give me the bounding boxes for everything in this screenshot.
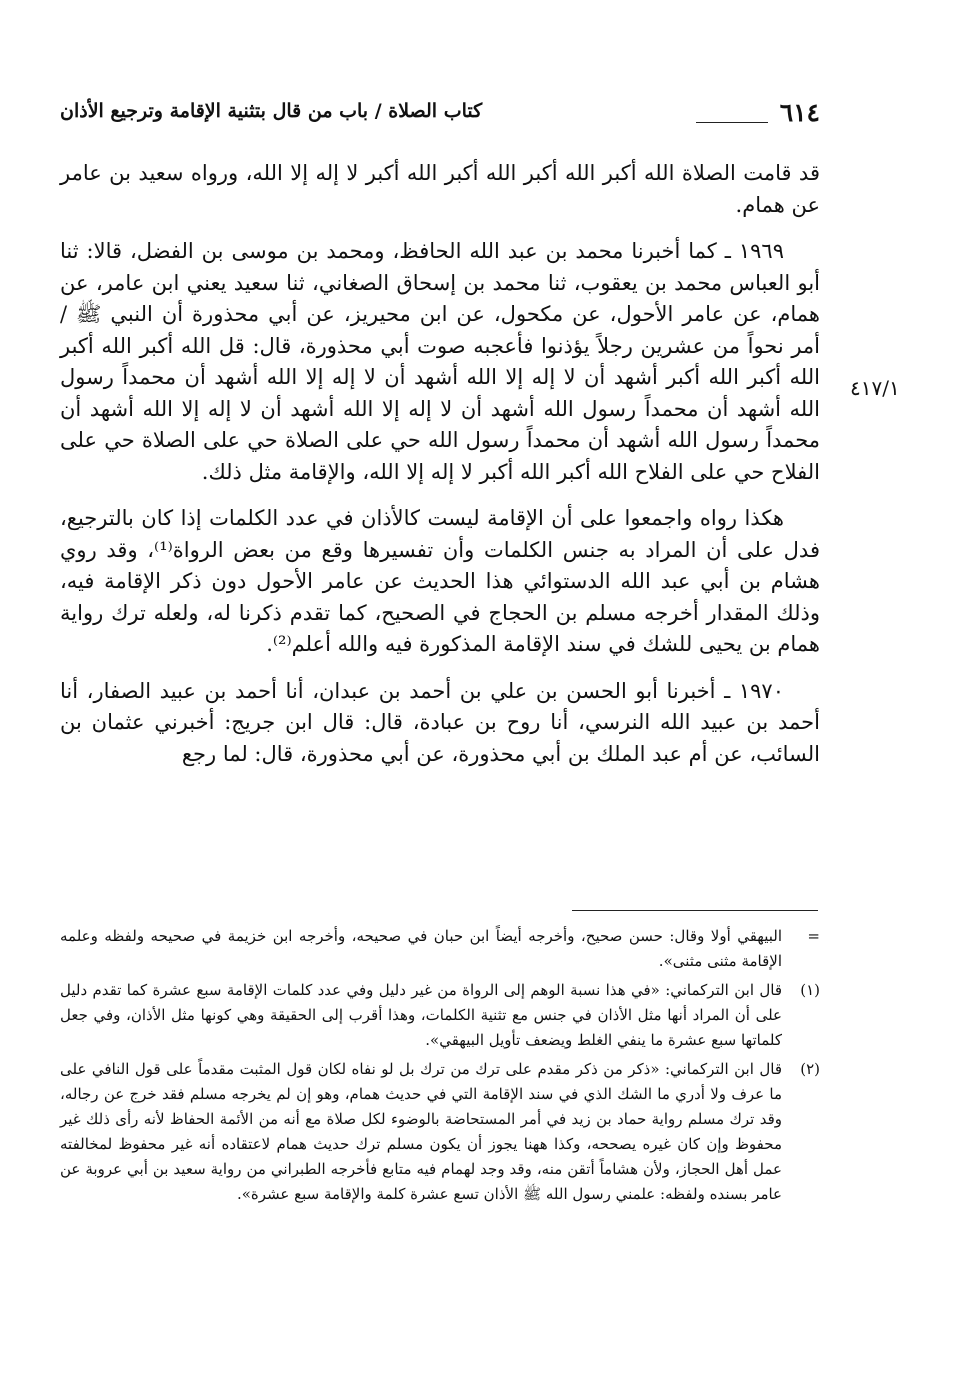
main-text xyxy=(60,158,820,785)
footnote-text: قال ابن التركماني: «في هذا نسبة الوهم إلى الرواة من غير دليل وفي عدد كلمات الإقامة سبع عشرة كما تقدم دليل على أن المراد أنها مثل الأذان في جنس مع تثنية الكلمات، وهذا أقرب إلى الحقيقة وهي كونها مثل الأذان، وفي جعل كلماتها سبع عشرة ما ينفي الغلط ويضعف تأويل البيهقي». xyxy=(60,981,782,1049)
paragraph-hadith-1970: ١٩٧٠ ـ أخبرنا أبو الحسن بن علي بن أحمد بن عبدان، أنا أحمد بن عبيد الصفار، أنا أحمد بن عبيد الله النرسي، أنا روح بن عبادة، قال: قال ابن جريج: أخبرني عثمان بن السائب، عن أم عبد الملك بن أبي محذورة، عن أبي محذورة، قال: لما رجع xyxy=(60,678,820,766)
footnote-text: البيهقي أولا وقال: حسن صحيح، وأخرجه أيضاً ابن حبان في صحيحه، وأخرجه ابن خزيمة في صحيحه ولفظه وعلمه الإقامة مثنى مثنى». xyxy=(60,927,782,970)
running-title: كتاب الصلاة / باب من قال بتثنية الإقامة وترجيع الأذان xyxy=(60,100,483,122)
paragraph-continuation: قد قامت الصلاة الله أكبر الله أكبر الله أكبر الله أكبر لا إله إلا الله، ورواه سعيد بن عامر عن همام. xyxy=(60,161,820,217)
footnote-1 xyxy=(60,978,820,1053)
paragraph-commentary: هكذا رواه واجمعوا على أن الإقامة ليست كالأذان في عدد الكلمات إذا كان بالترجيع، فدل على أن المراد به جنس الكلمات وأن تفسيرها وقع من بعض الرواة⁽¹⁾، وقد روي هشام بن أبي عبد الله الدستوائي هذا الحديث عن عامر الأحول دون ذكر الإقامة فيه، وذلك المقدار أخرجه مسلم بن الحجاج في الصحيح، كما تقدم ذكرنا له، ولعله ترك رواية همام بن يحيى للشك في سند الإقامة المذكورة فيه والله أعلم⁽²⁾. xyxy=(60,506,820,656)
footnotes xyxy=(60,924,820,1211)
margin-reference: ٤١٧/١ xyxy=(850,376,900,400)
page-number: ٦١٤ xyxy=(779,98,820,127)
footnote-continued xyxy=(60,924,820,974)
footnote-mark: = xyxy=(807,927,820,945)
footnote-text: قال ابن التركماني: «ذكر من ذكر مقدم على ترك من ترك بل لو نفاه لكان قول المثبت مقدماً على قول النافي على ما عرف ولا أدري ما الشك الذي في سند الإقامة التي في حديث همام، وهو إن لم يخرجه مسلم فقد خرج عن رجاله، وقد ترك مسلم رواية حماد بن زيد في أمر المستحاضة بالوضوء لكل صلاة مع أنه من الأئمة الحفاظ لأنه رأى ذلك غير محفوظ وإن كان غيره يصححه، وكذا ههنا يجوز أن يكون مسلم ترك حديث همام لاعتقاده أنه غير محفوظ لمخالفته عمل أهل الحجاز، ولأن هشاماً أتقن منه، وقد وجد لهمام فيه متابع فأخرجه الطبراني من رواية سعيد بن أبي عروبة عن عامر بسنده ولفظه: علمني رسول الله ﷺ الأذان تسع عشرة كلمة والإقامة سبع عشرة». xyxy=(60,1060,782,1203)
footnote-mark: (٢) xyxy=(800,1060,820,1078)
footnote-separator xyxy=(572,910,818,911)
paragraph-hadith-1969: ١٩٦٩ ـ كما أخبرنا محمد بن عبد الله الحافظ، ومحمد بن موسى بن الفضل، قالا: ثنا أبو العباس محمد بن يعقوب، ثنا محمد بن إسحاق الصغاني، ثنا سعيد يعني ابن عامر، عن همام، عن عامر الأحول، عن مكحول، عن ابن محيريز، عن أبي محذورة أن النبي ﷺ / أمر نحواً من عشرين رجلاً يؤذنوا فأعجبه صوت أبي محذورة، قال: قل الله أكبر الله أكبر الله أكبر الله أكبر أشهد أن لا إله إلا الله أشهد أن لا إله إلا الله أشهد أن محمداً رسول الله أشهد أن محمداً رسول الله أشهد أن لا إله إلا الله أشهد أن لا إله إلا الله أشهد أن محمداً رسول الله أشهد أن محمداً رسول الله حي على الصلاة حي على الصلاة حي على الفلاح حي على الفلاح الله أكبر الله أكبر لا إله إلا الله، والإقامة مثل ذلك. xyxy=(60,239,821,484)
page-header xyxy=(60,96,820,132)
footnote-2 xyxy=(60,1057,820,1207)
header-rule xyxy=(696,122,768,123)
footnote-mark: (١) xyxy=(800,981,820,999)
